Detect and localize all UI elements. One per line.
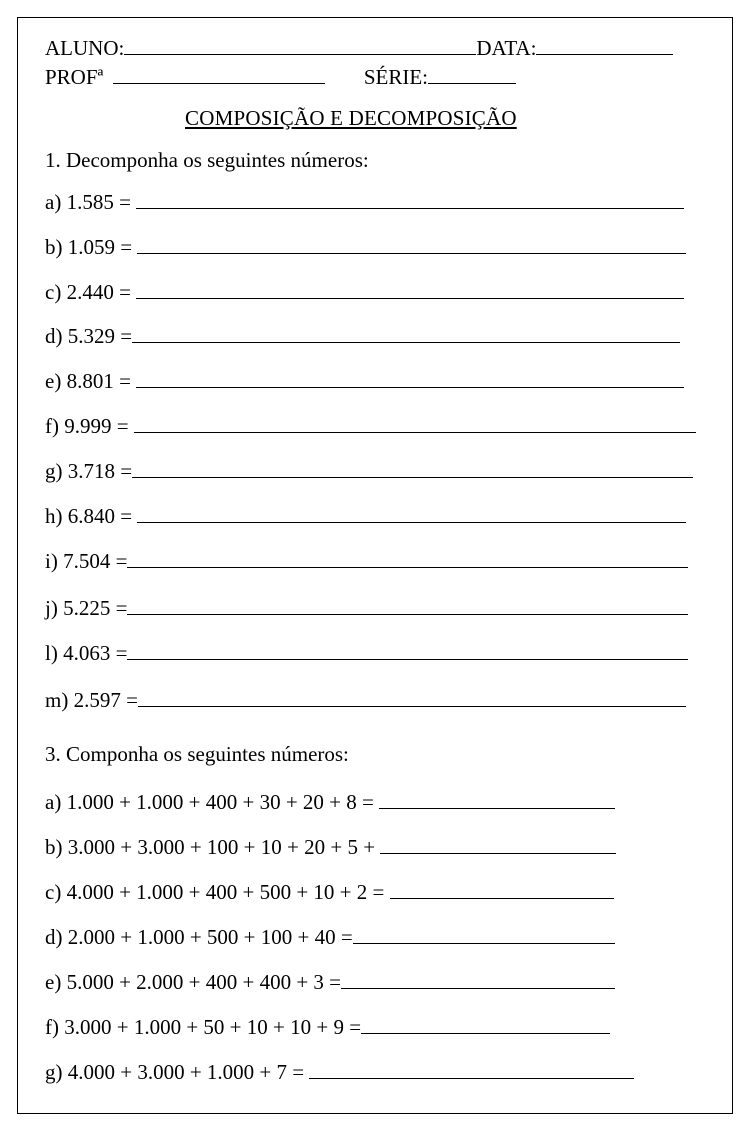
decompose-item [45, 595, 688, 621]
worksheet-page [17, 17, 733, 1114]
item-label: b) 3.000 + 3.000 + 100 + 10 + 20 + 5 + [45, 835, 376, 859]
decompose-item [45, 458, 693, 484]
decompose-item [45, 640, 688, 666]
compose-item [45, 969, 615, 995]
answer-blank[interactable] [390, 880, 614, 899]
answer-blank[interactable] [137, 504, 686, 523]
item-label: c) 2.440 = [45, 280, 131, 304]
answer-blank[interactable] [380, 835, 616, 854]
decompose-item [45, 279, 684, 305]
decompose-item [45, 687, 686, 713]
compose-item [45, 834, 616, 860]
data-blank[interactable] [536, 36, 673, 55]
data-label: DATA: [476, 36, 537, 60]
answer-blank[interactable] [138, 688, 686, 707]
answer-blank[interactable] [136, 190, 684, 209]
item-label: g) 4.000 + 3.000 + 1.000 + 7 = [45, 1060, 305, 1084]
item-label: j) 5.225 = [45, 596, 128, 620]
item-label: m) 2.597 = [45, 688, 138, 712]
answer-blank[interactable] [379, 790, 615, 809]
answer-blank[interactable] [132, 324, 680, 343]
aluno-label: ALUNO: [45, 36, 125, 60]
answer-blank[interactable] [127, 549, 688, 568]
item-label: d) 2.000 + 1.000 + 500 + 100 + 40 = [45, 925, 353, 949]
serie-label: SÉRIE: [363, 65, 428, 89]
answer-blank[interactable] [353, 925, 615, 944]
item-label: c) 4.000 + 1.000 + 400 + 500 + 10 + 2 = [45, 880, 385, 904]
serie-blank[interactable] [428, 65, 516, 84]
item-label: a) 1.000 + 1.000 + 400 + 30 + 20 + 8 = [45, 790, 374, 814]
page-title: COMPOSIÇÃO E DECOMPOSIÇÃO [185, 106, 517, 130]
decompose-item [45, 234, 686, 260]
answer-blank[interactable] [127, 641, 688, 660]
item-label: e) 5.000 + 2.000 + 400 + 400 + 3 = [45, 970, 342, 994]
item-label: a) 1.585 = [45, 190, 131, 214]
prof-label: PROFª [45, 65, 104, 89]
section1-heading: 1. Decomponha os seguintes números: [45, 148, 369, 172]
decompose-item [45, 189, 684, 215]
item-label: d) 5.329 = [45, 324, 133, 348]
item-label: i) 7.504 = [45, 549, 128, 573]
decompose-item [45, 368, 684, 394]
answer-blank[interactable] [127, 596, 688, 615]
decompose-item [45, 323, 680, 349]
compose-item [45, 879, 614, 905]
answer-blank[interactable] [136, 280, 684, 299]
compose-item [45, 1059, 634, 1085]
answer-blank[interactable] [134, 414, 696, 433]
header-line-1 [45, 35, 673, 61]
answer-blank[interactable] [137, 235, 686, 254]
item-label: h) 6.840 = [45, 504, 133, 528]
item-label: f) 9.999 = [45, 414, 129, 438]
answer-blank[interactable] [341, 970, 615, 989]
item-label: g) 3.718 = [45, 459, 133, 483]
compose-item [45, 789, 615, 815]
item-label: e) 8.801 = [45, 369, 131, 393]
decompose-item [45, 548, 688, 574]
answer-blank[interactable] [136, 369, 684, 388]
header-line-2 [45, 64, 516, 90]
decompose-item [45, 503, 686, 529]
item-label: l) 4.063 = [45, 641, 128, 665]
aluno-blank[interactable] [124, 36, 476, 55]
answer-blank[interactable] [309, 1060, 634, 1079]
answer-blank[interactable] [361, 1015, 610, 1034]
compose-item [45, 924, 615, 950]
section3-heading: 3. Componha os seguintes números: [45, 742, 349, 766]
compose-item [45, 1014, 610, 1040]
item-label: b) 1.059 = [45, 235, 133, 259]
answer-blank[interactable] [132, 459, 693, 478]
decompose-item [45, 413, 696, 439]
prof-blank[interactable] [113, 65, 325, 84]
item-label: f) 3.000 + 1.000 + 50 + 10 + 10 + 9 = [45, 1015, 362, 1039]
